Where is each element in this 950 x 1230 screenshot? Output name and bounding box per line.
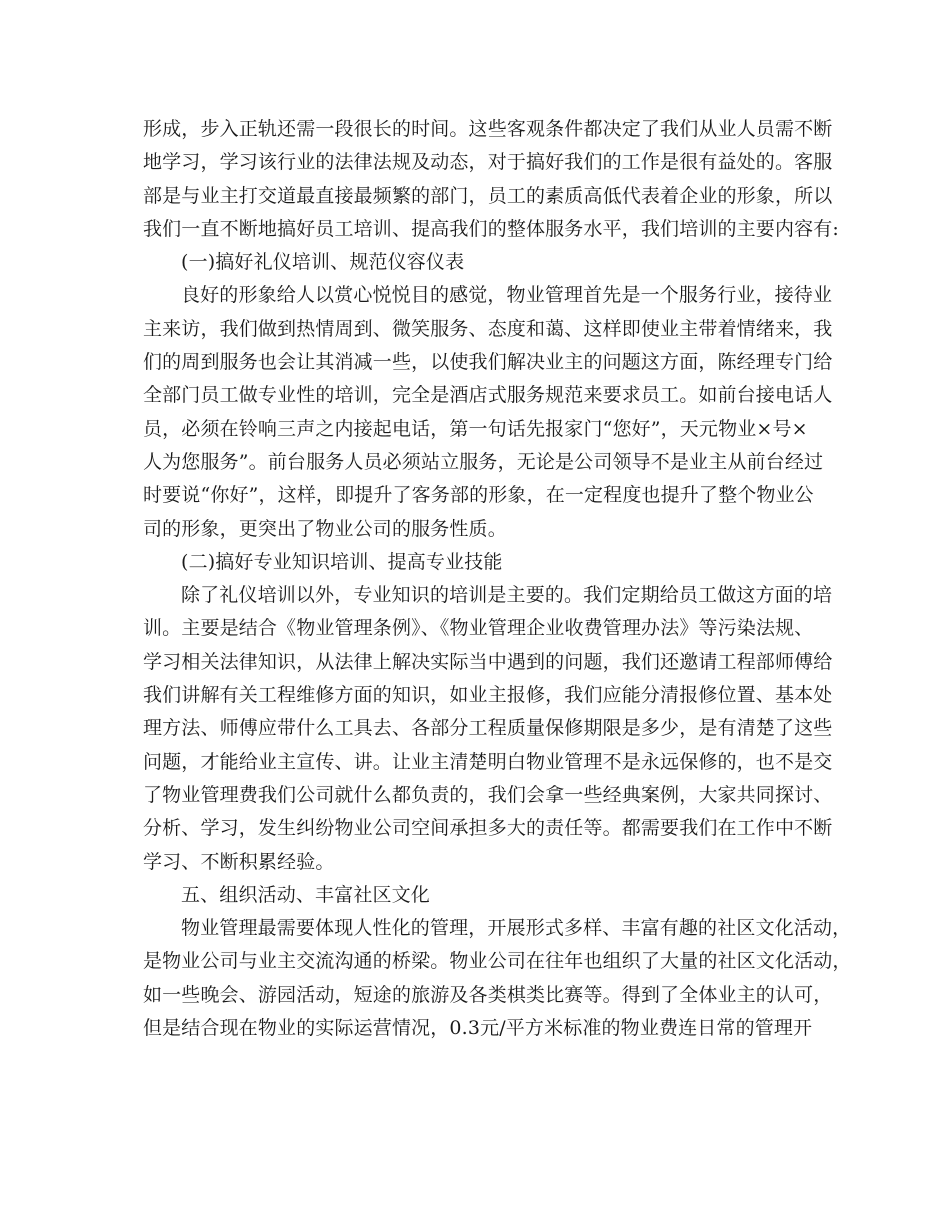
text-line: 学习、不断积累经验。 bbox=[143, 850, 335, 873]
text-line: 良好的形象给人以赏心悦悦目的感觉，物业管理首先是一个服务行业，接待业 bbox=[181, 284, 833, 307]
text-line: 们的周到服务也会让其消减一些，以使我们解决业主的问题这方面，陈经理专门给 bbox=[143, 351, 833, 374]
text-line: 时要说“你好”，这样，即提升了客务部的形象，在一定程度也提升了整个物业公 bbox=[143, 484, 814, 507]
text-line: 地学习，学习该行业的法律法规及动态，对于搞好我们的工作是很有益处的。客服 bbox=[143, 151, 833, 174]
text-line: 我们一直不断地搞好员工培训、提高我们的整体服务水平，我们培训的主要内容有: bbox=[143, 217, 839, 240]
section-heading: (一)搞好礼仪培训、规范仪容仪表 bbox=[181, 251, 465, 274]
text-line: 但是结合现在物业的实际运营情况，0.3元/平方米标准的物业费连日常的管理开 bbox=[143, 1017, 813, 1040]
document-body bbox=[143, 113, 852, 1045]
section-heading: (二)搞好专业知识培训、提高专业技能 bbox=[181, 550, 503, 573]
text-line: 员，必须在铃响三声之内接起电话，第一句话先报家门“您好”，天元物业×号× bbox=[143, 417, 808, 440]
text-line: 主来访，我们做到热情周到、微笑服务、态度和蔼、这样即使业主带着情绪来，我 bbox=[143, 317, 833, 340]
text-line: 问题，才能给业主宣传、讲。让业主清楚明白物业管理不是永远保修的，也不是交 bbox=[143, 750, 833, 773]
text-line: 司的形象，更突出了物业公司的服务性质。 bbox=[143, 517, 507, 540]
text-line: 训。主要是结合《物业管理条例》、《物业管理企业收费管理办法》等污染法规、 bbox=[143, 617, 814, 640]
text-line: 全部门员工做专业性的培训，完全是酒店式服务规范来要求员工。如前台接电话人 bbox=[143, 384, 833, 407]
text-line: 是物业公司与业主交流沟通的桥梁。物业公司在往年也组织了大量的社区文化活动， bbox=[143, 950, 852, 973]
text-line: 分析、学习，发生纠纷物业公司空间承担多大的责任等。都需要我们在工作中不断 bbox=[143, 817, 833, 840]
text-line: 物业管理最需要体现人性化的管理，开展形式多样、丰富有趣的社区文化活动， bbox=[181, 917, 852, 940]
text-line: 了物业管理费我们公司就什么都负责的，我们会拿一些经典案例，大家共同探讨、 bbox=[143, 783, 833, 806]
text-line: 学习相关法律知识，从法律上解决实际当中遇到的问题，我们还邀请工程部师傅给 bbox=[143, 650, 833, 673]
text-line: 人为您服务”。前台服务人员必须站立服务，无论是公司领导不是业主从前台经过 bbox=[143, 450, 824, 473]
section-heading: 五、组织活动、丰富社区文化 bbox=[181, 883, 430, 906]
text-line: 理方法、师傅应带什么工具去、各部分工程质量保修期限是多少，是有清楚了这些 bbox=[143, 717, 833, 740]
text-line: 除了礼仪培训以外，专业知识的培训是主要的。我们定期给员工做这方面的培 bbox=[181, 584, 833, 607]
text-line: 我们讲解有关工程维修方面的知识，如业主报修，我们应能分清报修位置、基本处 bbox=[143, 684, 833, 707]
text-line: 如一些晚会、游园活动，短途的旅游及各类棋类比赛等。得到了全体业主的认可， bbox=[143, 983, 833, 1006]
text-line: 部是与业主打交道最直接最频繁的部门，员工的素质高低代表着企业的形象，所以 bbox=[143, 184, 833, 207]
text-line: 形成，步入正轨还需一段很长的时间。这些客观条件都决定了我们从业人员需不断 bbox=[143, 118, 833, 140]
